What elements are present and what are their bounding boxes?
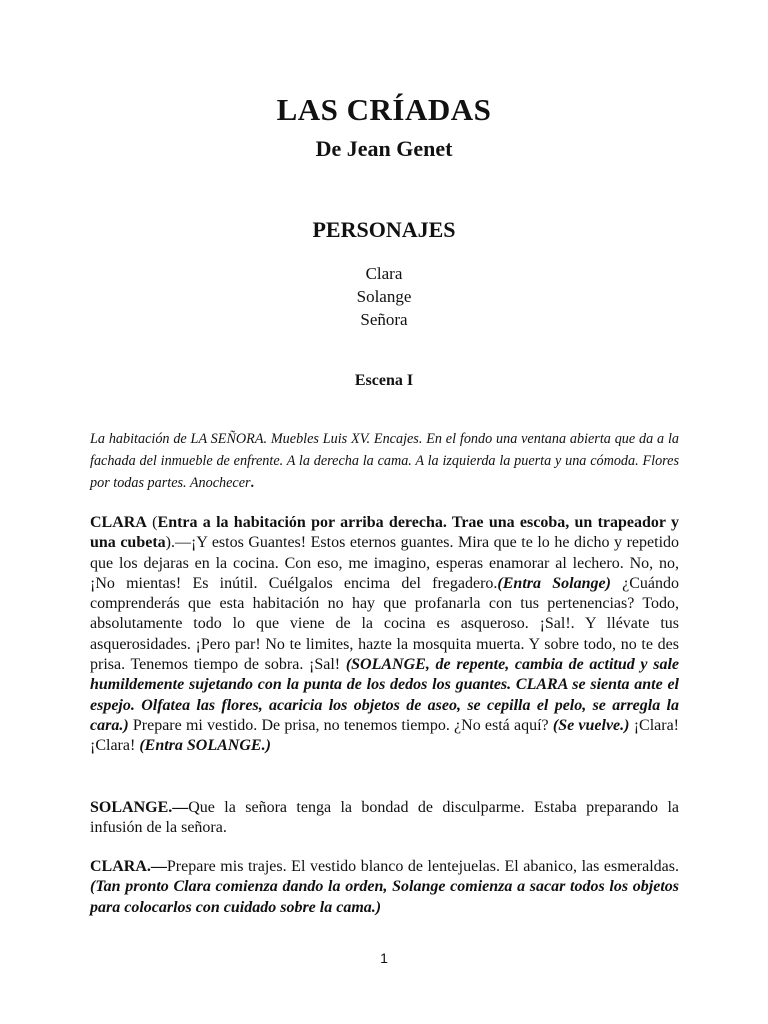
stage-direction: (Entra Solange) bbox=[497, 574, 611, 592]
dialogue-text: ¡Y estos Guantes! Estos eternos guantes. Mira que te lo he dicho y repetido que los dejaras en la cocina. Con eso, me imagino, esperas enamorar al lechero. No, no, ¡No mientas! Es inútil. Cuélgalos encima del fregadero. bbox=[90, 534, 680, 592]
dialogue-text: ).— bbox=[165, 534, 191, 552]
dialogue-text: Prepare mis trajes. El vestido blanco de lentejuelas. El abanico, las esmeraldas. bbox=[166, 858, 679, 875]
characters-heading: PERSONAJES bbox=[312, 217, 456, 242]
speaker-name: SOLANGE.— bbox=[90, 799, 189, 816]
dialogue-paragraph-clara-2 bbox=[90, 857, 679, 918]
dialogue-paragraph-solange bbox=[90, 798, 679, 839]
play-title: LAS CRÍADAS bbox=[276, 92, 492, 127]
character-item: Solange bbox=[356, 287, 412, 306]
character-item: Señora bbox=[360, 310, 408, 329]
stage-direction: (Se vuelve.) bbox=[552, 716, 630, 734]
dialogue-text: Que la señora tenga la bondad de disculparme. Estaba preparando la infusión de la señora. bbox=[90, 799, 679, 837]
speaker-name: CLARA bbox=[90, 514, 147, 531]
stage-direction: (Tan pronto Clara comienza dando la orden, Solange comienza a sacar todos los objetos para colocarlos con cuidado sobre la cama.) bbox=[90, 878, 679, 916]
play-author: De Jean Genet bbox=[315, 136, 453, 161]
dialogue-text: Prepare mi vestido. De prisa, no tenemos tiempo. ¿No está aquí? bbox=[128, 716, 553, 734]
dialogue-text: ¡Clara! ¡Clara! bbox=[90, 716, 679, 755]
opening-stage-direction bbox=[90, 428, 679, 494]
stage-direction-text: La habitación de LA SEÑORA. Muebles Luis XV. Encajes. En el fondo una ventana abierta que da a la fachada del inmueble de enfrente. A la derecha la cama. A la izquierda la puerta y una cómoda. Flores por todas partes. Anochecer bbox=[90, 431, 679, 491]
dialogue-text: ( bbox=[146, 514, 158, 531]
stage-direction: (Entra SOLANGE.) bbox=[139, 737, 271, 755]
character-item: Clara bbox=[365, 264, 403, 283]
page-number: 1 bbox=[380, 950, 388, 966]
scene-heading: Escena I bbox=[354, 372, 414, 389]
dialogue-text: ¿Cuándo comprenderás que esta habitación no hay que profanarla con tus pertenencias? Todo, absolutamente todo lo que viene de la cocina es asqueroso. ¡Sal!. Y llévate tus asquerosidades. ¡Pero par! No te limites, hazte la mosquita muerta. Y sobre todo, no te des prisa. Tenemos tiempo de sobra. ¡Sal! bbox=[90, 574, 680, 674]
dialogue-paragraph-clara-1 bbox=[90, 513, 679, 757]
characters-list bbox=[0, 262, 768, 331]
stage-direction: (SOLANGE, de repente, cambia de actitud y sale humildemente sujetando con la punta de los dedos los guantes. CLARA se sienta ante el espejo. Olfatea las flores, acaricia los objetos de aseo, se cepilla el pelo, se arregla la cara.) bbox=[90, 656, 679, 734]
stage-direction: Entra a la habitación por arriba derecha. Trae una escoba, un trapeador y una cubeta bbox=[90, 514, 680, 552]
speaker-name: CLARA.— bbox=[90, 858, 167, 875]
stage-direction-end: . bbox=[250, 475, 255, 491]
